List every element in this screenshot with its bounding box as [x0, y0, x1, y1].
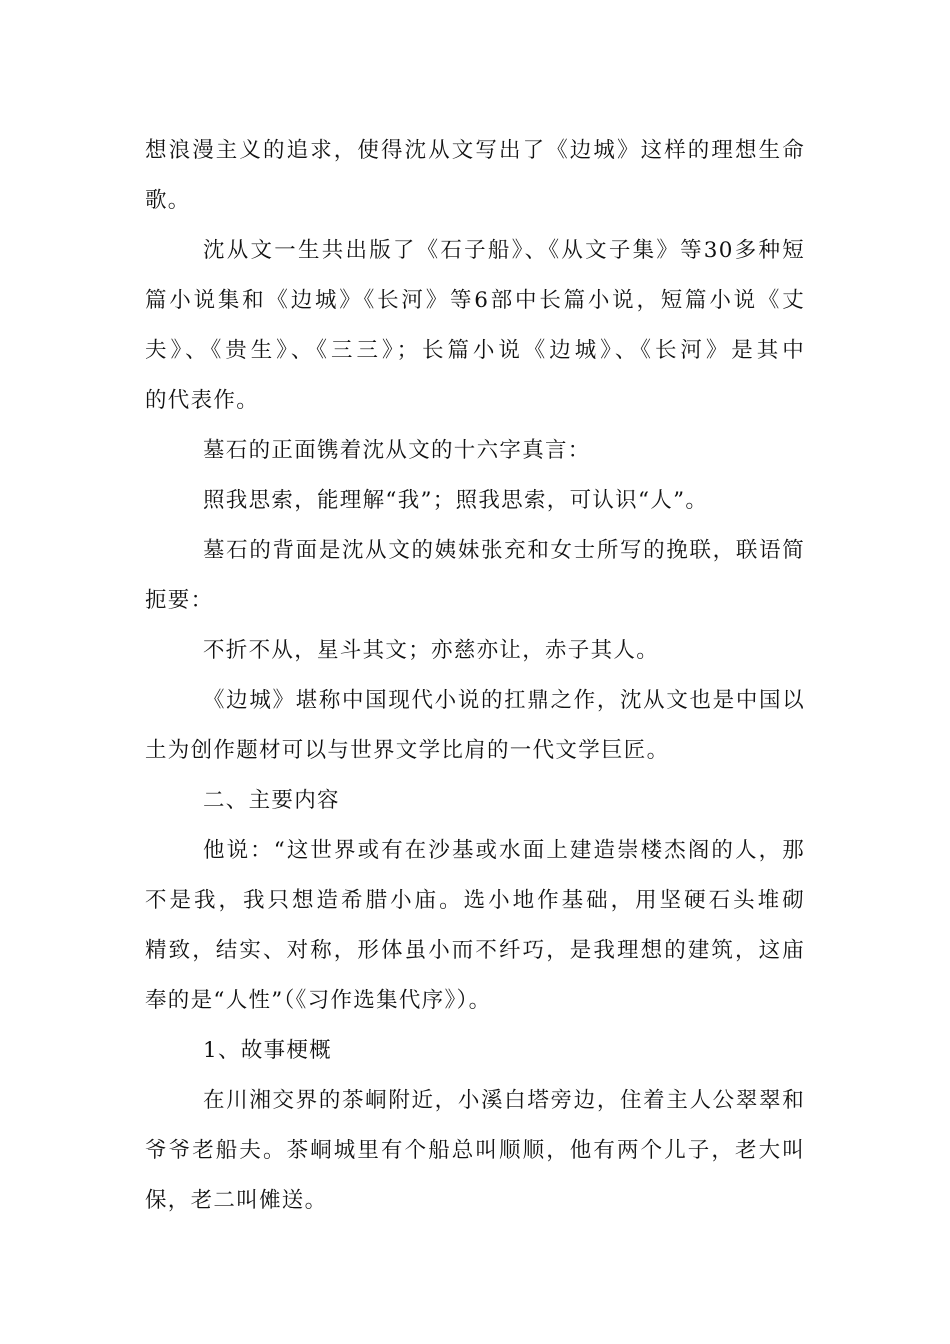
text-line: 奉的是“人性”（《习作选集代序》）。 — [145, 988, 492, 1013]
text-line: 精致，结实、对称，形体虽小而不纤巧，是我理想的建筑，这庙 — [145, 938, 805, 963]
text-line: 土为创作题材可以与世界文学比肩的一代文学巨匠。 — [145, 738, 670, 763]
text-line: 想浪漫主义的追求，使得沈从文写出了《边城》这样的理想生命 — [145, 138, 805, 163]
document-page — [145, 126, 805, 1226]
text-line: 保，老二叫傩送。 — [145, 1188, 328, 1213]
text-line: 墓石的正面镌着沈从文的十六字真言： — [203, 438, 591, 463]
text-line: 不是我，我只想造希腊小庙。选小地作基础，用坚硬石头堆砌 — [145, 888, 805, 913]
text-line: 爷爷老船夫。茶峒城里有个船总叫顺顺，他有两个儿子，老大叫 — [145, 1138, 805, 1163]
text-line: 的代表作。 — [145, 388, 260, 413]
text-line: 1、故事梗概 — [203, 1038, 332, 1063]
text-line: 扼要： — [145, 588, 214, 613]
text-line: 他说：“这世界或有在沙基或水面上建造崇楼杰阁的人，那 — [203, 838, 805, 863]
text-line: 篇小说集和《边城》《长河》等6部中长篇小说，短篇小说《丈 — [145, 288, 805, 313]
text-line: 沈从文一生共出版了《石子船》、《从文子集》等30多种短 — [203, 238, 805, 263]
text-line: 歌。 — [145, 188, 191, 213]
text-line: 墓石的背面是沈从文的姨妹张充和女士所写的挽联，联语简 — [203, 538, 805, 563]
text-line: 在川湘交界的茶峒附近，小溪白塔旁边，住着主人公翠翠和 — [203, 1088, 805, 1113]
text-line: 二、主要内容 — [203, 788, 340, 813]
text-line: 照我思索，能理解“我”；照我思索，可认识“人”。 — [203, 488, 709, 513]
text-line: 《边城》堪称中国现代小说的扛鼎之作，沈从文也是中国以 — [203, 688, 805, 713]
text-line: 夫》、《贵生》、《三三》；长篇小说《边城》、《长河》是其中 — [145, 338, 805, 363]
text-line: 不折不从，星斗其文；亦慈亦让，赤子其人。 — [203, 638, 660, 663]
